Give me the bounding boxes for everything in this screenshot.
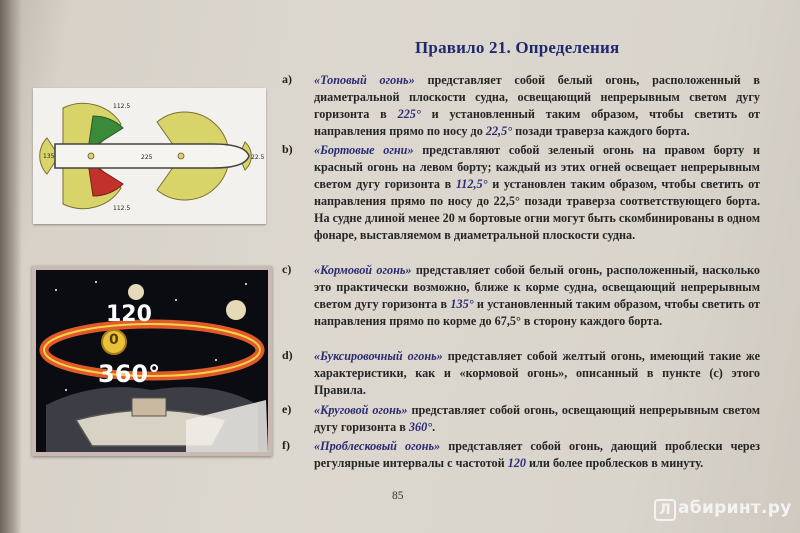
cartoon-illustration-frame [32, 266, 272, 456]
page-fold-shadow [0, 0, 22, 533]
defined-term: «Топовый огонь» [314, 73, 415, 87]
watermark-text: абиринт.ру [678, 498, 792, 518]
definition-text: или более проблесков в минуту. [525, 456, 704, 470]
item-letter: e) [282, 402, 292, 416]
definition-text: представляет собой огонь, дающий проблески через регулярные интервалы с частотой [314, 439, 760, 470]
label-masthead: 225 [141, 154, 153, 161]
definition-text: и установленный таким образом, чтобы светить от направления прямо по корме до 67,5° в сторону каждого борта. [314, 297, 761, 328]
definition-text: и установлен таким образом, чтобы светить от направления прямо по носу до 22,5° позади траверза соответствующего борта. На судне длиной менее 20 м бортовые огни могут быть скомбинированы в одном фонаре, выставляемом в диаметральной плоскости судна. [314, 177, 761, 242]
label-stern: 135 [43, 153, 55, 160]
item-text [314, 72, 760, 140]
ship-cabin [132, 398, 166, 416]
numeric-value: 360° [408, 420, 433, 434]
light-point [178, 153, 184, 159]
numeric-value: 120 [507, 456, 526, 470]
definition-text: . [432, 420, 436, 434]
definition-text: представляют собой зеленый огонь на правом борту и красный огонь на левом борту; каждый из этих огней освещает непрерывным светом дугу горизонта в [314, 143, 760, 191]
cartoon-figure [226, 300, 246, 320]
item-text [314, 348, 760, 399]
item-letter: a) [282, 72, 292, 86]
numeric-value: 225° [397, 107, 421, 121]
item-text [314, 142, 760, 244]
defined-term: «Кормовой огонь» [314, 263, 412, 277]
cartoon-illustration [36, 270, 268, 452]
definition-text: представляет собой белый огонь, расположенный в диаметральной плоскости судна, освещающий непрерывным светом дугу горизонта в [314, 73, 761, 121]
numeric-value: 135° [450, 297, 474, 311]
figure-number-0: 0 [109, 332, 119, 348]
defined-term: «Буксировочный огонь» [314, 349, 443, 363]
cartoon-figure [128, 284, 144, 300]
label-bow: 22.5 [251, 154, 265, 161]
item-text [314, 438, 760, 472]
definition-text: представляет собой огонь, освещающий непрерывным светом дугу горизонта в [314, 403, 760, 434]
lights-sectors-svg [33, 88, 266, 224]
figure-number-120: 120 [106, 302, 152, 327]
label-port: 112.5 [113, 205, 131, 212]
definition-text: позади траверза каждого борта. [512, 124, 690, 138]
defined-term: «Круговой огонь» [314, 403, 408, 417]
item-text [314, 262, 760, 330]
watermark-logo: Л [654, 499, 676, 521]
numeric-value: 22,5° [485, 124, 513, 138]
defined-term: «Бортовые огни» [314, 143, 414, 157]
numeric-value: 112,5° [455, 177, 488, 191]
item-letter: f) [282, 438, 290, 452]
definition-text: представляет собой желтый огонь, имеющий такие же характеристики, как и «кормовой огонь», описанный в пункте (с) этого Правила. [314, 349, 761, 397]
light-point [88, 153, 94, 159]
item-letter: d) [282, 348, 293, 362]
page-number: 85 [392, 490, 404, 502]
label-starboard: 112.5 [113, 103, 131, 110]
defined-term: «Проблесковый огонь» [314, 439, 441, 453]
item-letter: c) [282, 262, 292, 276]
rule-title: Правило 21. Определения [415, 38, 620, 57]
item-letter: b) [282, 142, 293, 156]
item-text [314, 402, 760, 436]
definition-text: представляет собой белый огонь, расположенный, насколько это практически возможно, ближе к корме судна, освещающий непрерывным светом дугу горизонта в [314, 263, 760, 311]
navigation-lights-diagram [33, 88, 266, 224]
figure-degrees-360: 360° [98, 360, 161, 388]
definition-text: и установленный таким образом, чтобы светить от направления прямо по носу до [314, 107, 760, 138]
